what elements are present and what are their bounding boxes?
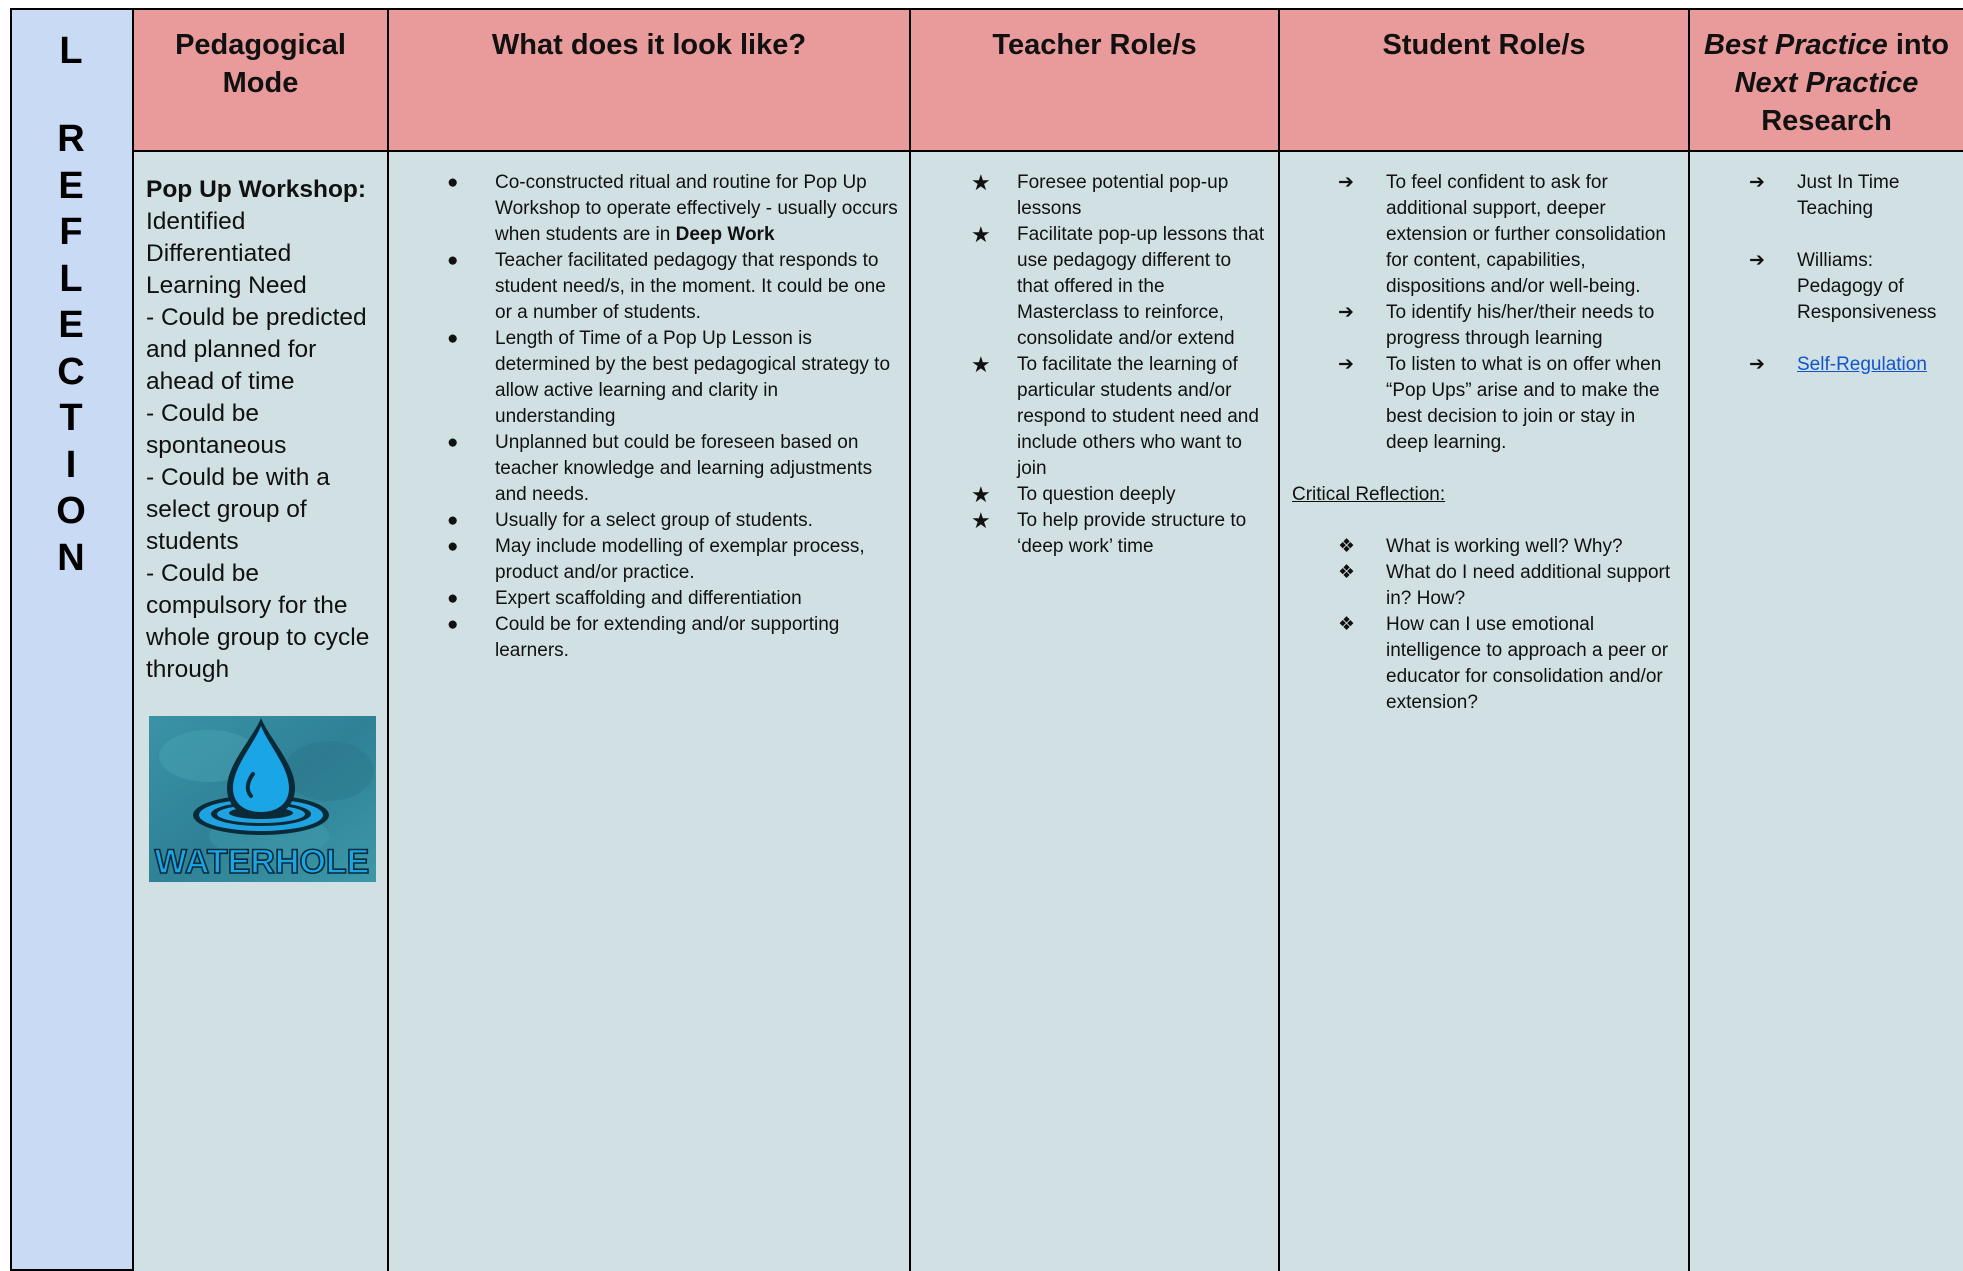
look-item-text: Length of Time of a Pop Up Lesson is determined by the best pedagogical strategy to allow active learning and clarity in understanding	[495, 328, 891, 427]
student-item-text: To listen to what is on offer when “Pop Ups” arise and to make the best decision to join or stay in deep learning.	[1386, 354, 1662, 453]
header-best-italic-2: Next Practice	[1734, 67, 1919, 99]
bullet-icon: ●	[447, 250, 459, 271]
student-cell	[1278, 152, 1688, 1271]
reflection-side-banner	[10, 8, 132, 1271]
student-item	[1280, 170, 1674, 300]
header-best-practice	[1688, 8, 1963, 152]
banner-letter: N	[57, 537, 85, 579]
critical-item	[1280, 534, 1674, 560]
look-item	[389, 248, 899, 326]
teacher-item-text: Facilitate pop-up lessons that use pedagogy different to that offered in the Masterclass to reinforce, consolidate and/or extend	[1017, 224, 1265, 349]
arrow-icon: ➔	[1338, 302, 1354, 323]
teacher-cell	[909, 152, 1278, 1271]
arrow-icon: ➔	[1749, 354, 1765, 375]
bullet-icon: ●	[447, 588, 459, 609]
star-icon: ★	[971, 352, 991, 377]
teacher-item	[911, 222, 1268, 352]
look-item-text: Usually for a select group of students.	[495, 510, 813, 531]
banner-letter: E	[58, 304, 84, 346]
look-item-bold: Deep Work	[675, 224, 775, 245]
waterhole-logo-graphic	[149, 716, 376, 882]
header-mode-text: Pedagogical Mode	[175, 29, 346, 99]
waterhole-logo	[149, 716, 376, 882]
banner-letter: E	[58, 165, 84, 207]
header-pedagogical-mode	[132, 8, 387, 152]
banner-letter: C	[57, 351, 85, 393]
student-list	[1280, 170, 1688, 456]
star-icon: ★	[971, 482, 991, 507]
mode-title: Pop Up Workshop:	[146, 176, 367, 203]
critical-item	[1280, 560, 1674, 612]
banner-letter: L	[59, 30, 83, 72]
student-item	[1280, 352, 1674, 456]
look-item	[389, 508, 899, 534]
self-regulation-link[interactable]: Self-Regulation	[1797, 354, 1927, 375]
look-item	[389, 534, 899, 586]
look-item	[389, 586, 899, 612]
look-item	[389, 612, 899, 664]
mode-cell	[132, 152, 387, 1271]
student-item	[1280, 300, 1674, 352]
arrow-icon: ➔	[1749, 250, 1765, 271]
banner-letter: I	[65, 444, 77, 486]
critical-item	[1280, 612, 1674, 716]
mode-line: - Could be predicted and planned for ahead of time	[146, 304, 367, 395]
teacher-item	[911, 482, 1268, 508]
look-item	[389, 170, 899, 248]
look-item-text: Teacher facilitated pedagogy that responds to student need/s, in the moment. It could be one or a number of students.	[495, 250, 886, 323]
teacher-item-text: To facilitate the learning of particular students and/or respond to student need and include others who want to join	[1017, 354, 1259, 479]
header-teacher-roles	[909, 8, 1278, 152]
star-icon: ★	[971, 508, 991, 533]
teacher-item-text: To question deeply	[1017, 484, 1176, 505]
student-item-text: To feel confident to ask for additional support, deeper extension or further consolidation for content, capabilities, dispositions and/or well-being.	[1386, 172, 1666, 297]
teacher-item	[911, 352, 1268, 482]
mode-line: Identified Differentiated Learning Need	[146, 208, 307, 299]
look-item-text: Co-constructed ritual and routine for Pop Up Workshop to operate effectively - usually occurs when students are in	[495, 172, 898, 245]
diamond-icon: ❖	[1338, 614, 1356, 635]
teacher-item	[911, 170, 1268, 222]
mode-line: - Could be with a select group of students	[146, 464, 330, 555]
pedagogy-table	[10, 8, 1963, 1271]
research-item	[1690, 248, 1957, 326]
header-what-look-like	[387, 8, 909, 152]
header-best-into: into	[1887, 29, 1949, 61]
bullet-icon: ●	[447, 536, 459, 557]
teacher-item-text: To help provide structure to ‘deep work’ time	[1017, 510, 1247, 557]
look-item-text: Expert scaffolding and differentiation	[495, 588, 802, 609]
banner-letter: F	[59, 211, 83, 253]
look-list	[389, 170, 909, 664]
look-item-text: Could be for extending and/or supporting learners.	[495, 614, 840, 661]
bullet-icon: ●	[447, 510, 459, 531]
banner-letter: T	[59, 397, 83, 439]
research-item	[1690, 170, 1957, 222]
critical-item-text: What do I need additional support in? How?	[1386, 562, 1671, 609]
banner-letter: L	[59, 258, 83, 300]
mode-description	[146, 174, 386, 686]
mode-line: - Could be compulsory for the whole group to cycle through	[146, 560, 370, 683]
bullet-icon: ●	[447, 172, 459, 193]
critical-item-text: What is working well? Why?	[1386, 536, 1623, 557]
banner-letter: R	[57, 118, 85, 160]
header-best-italic-1: Best Practice	[1704, 29, 1888, 61]
bullet-icon: ●	[447, 614, 459, 635]
bullet-icon: ●	[447, 432, 459, 453]
teacher-item-text: Foresee potential pop-up lessons	[1017, 172, 1229, 219]
mode-line: - Could be spontaneous	[146, 400, 287, 459]
look-cell	[387, 152, 909, 1271]
student-item-text: To identify his/her/their needs to progress through learning	[1386, 302, 1655, 349]
header-teacher-text: Teacher Role/s	[992, 29, 1197, 61]
look-item	[389, 326, 899, 430]
research-item-text: Williams: Pedagogy of Responsiveness	[1797, 250, 1937, 323]
diamond-icon: ❖	[1338, 562, 1356, 583]
look-item-text: Unplanned but could be foreseen based on teacher knowledge and learning adjustments and needs.	[495, 432, 873, 505]
arrow-icon: ➔	[1749, 172, 1765, 193]
logo-text: WATERHOLE	[154, 843, 370, 881]
critical-item-text: How can I use emotional intelligence to approach a peer or educator for consolidation and/or extension?	[1386, 614, 1669, 713]
research-cell	[1688, 152, 1963, 1271]
star-icon: ★	[971, 170, 991, 195]
header-best-line-3	[1690, 102, 1963, 140]
critical-reflection-heading: Critical Reflection:	[1292, 484, 1446, 505]
header-best-research: Research	[1761, 105, 1892, 137]
header-student-text: Student Role/s	[1382, 29, 1586, 61]
look-item	[389, 430, 899, 508]
look-item-text: May include modelling of exemplar process, product and/or practice.	[495, 536, 865, 583]
header-best-line-2	[1690, 64, 1963, 102]
research-list	[1690, 170, 1963, 378]
research-item	[1690, 352, 1957, 378]
banner-letter: O	[56, 490, 86, 532]
header-look-text: What does it look like?	[491, 29, 807, 61]
arrow-icon: ➔	[1338, 172, 1354, 193]
header-student-roles	[1278, 8, 1688, 152]
diamond-icon: ❖	[1338, 536, 1356, 557]
bullet-icon: ●	[447, 328, 459, 349]
star-icon: ★	[971, 222, 991, 247]
teacher-item	[911, 508, 1268, 560]
arrow-icon: ➔	[1338, 354, 1354, 375]
header-best-line-1	[1690, 26, 1963, 64]
critical-list	[1280, 534, 1688, 716]
teacher-list	[911, 170, 1278, 560]
research-item-text: Just In Time Teaching	[1797, 172, 1900, 219]
